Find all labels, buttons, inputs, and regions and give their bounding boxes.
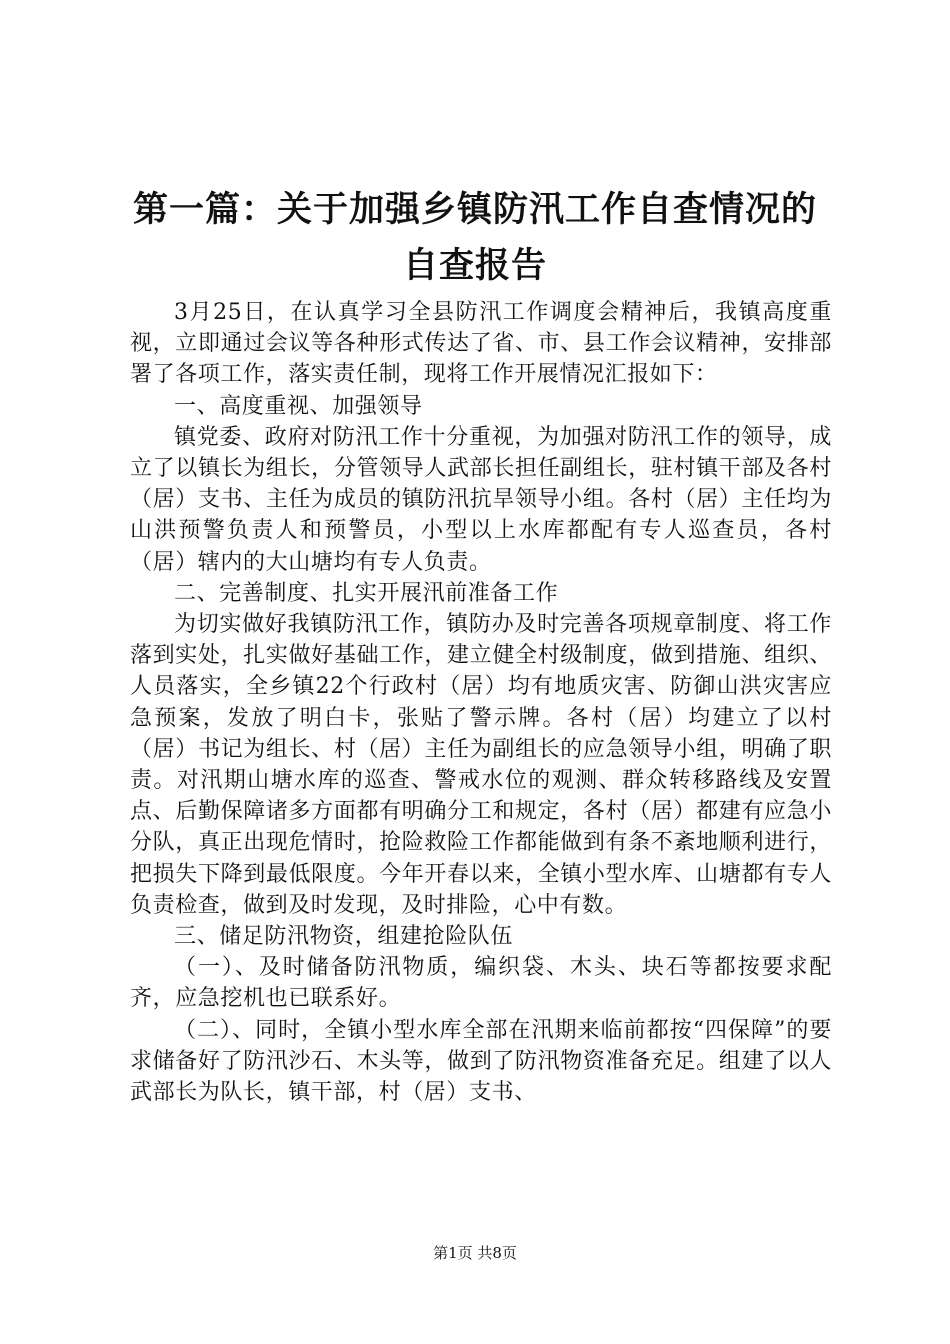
paragraph-intro: 3月25日，在认真学习全县防汛工作调度会精神后，我镇高度重视，立即通过会议等各种形式传达了省、市、县工作会议精神，安排部署了各项工作，落实责任制，现将工作开展情况汇报如下： bbox=[130, 300, 832, 388]
paragraph-item-1: （一）、及时储备防汛物质，编织袋、木头、块石等都按要求配齐，应急挖机也已联系好。 bbox=[130, 955, 832, 1012]
page-footer: 第1页 共8页 bbox=[433, 1244, 517, 1262]
section-heading-1: 一、高度重视、加强领导 bbox=[174, 393, 423, 419]
document-title: 第一篇：关于加强乡镇防汛工作自查情况的自查报告 bbox=[132, 190, 817, 286]
paragraph-section-1: 镇党委、政府对防汛工作十分重视，为加强对防汛工作的领导，成立了以镇长为组长，分管领导人武部长担任副组长，驻村镇干部及各村（居）支书、主任为成员的镇防汛抗旱领导小组。各村（居）主任均为山洪预警负责人和预警员，小型以上水库都配有专人巡查员，各村（居）辖内的大山塘均有专人负责。 bbox=[130, 424, 832, 575]
section-heading-2: 二、完善制度、扎实开展汛前准备工作 bbox=[174, 580, 559, 606]
paragraph-item-2: （二）、同时，全镇小型水库全部在汛期来临前都按“四保障”的要求储备好了防汛沙石、木头等，做到了防汛物资准备充足。组建了以人武部长为队长，镇干部，村（居）支书、 bbox=[130, 1017, 832, 1106]
section-heading-3: 三、储足防汛物资，组建抢险队伍 bbox=[174, 924, 514, 950]
paragraph-section-2: 为切实做好我镇防汛工作，镇防办及时完善各项规章制度、将工作落到实处，扎实做好基础工作，建立健全村级制度，做到措施、组织、人员落实，全乡镇22个行政村（居）均有地质灾害、防御山洪灾害应急预案，发放了明白卡，张贴了警示牌。各村（居）均建立了以村（居）书记为组长、村（居）主任为副组长的应急领导小组，明确了职责。对汛期山塘水库的巡查、警戒水位的观测、群众转移路线及安置点、后勤保障诸多方面都有明确分工和规定，各村（居）都建有应急小分队，真正出现危情时，抢险救险工作都能做到有条不紊地顺利进行，把损失下降到最低限度。今年开春以来，全镇小型水库、山塘都有专人负责检查，做到及时发现，及时排险，心中有数。 bbox=[130, 612, 832, 918]
document-body bbox=[130, 297, 832, 1108]
